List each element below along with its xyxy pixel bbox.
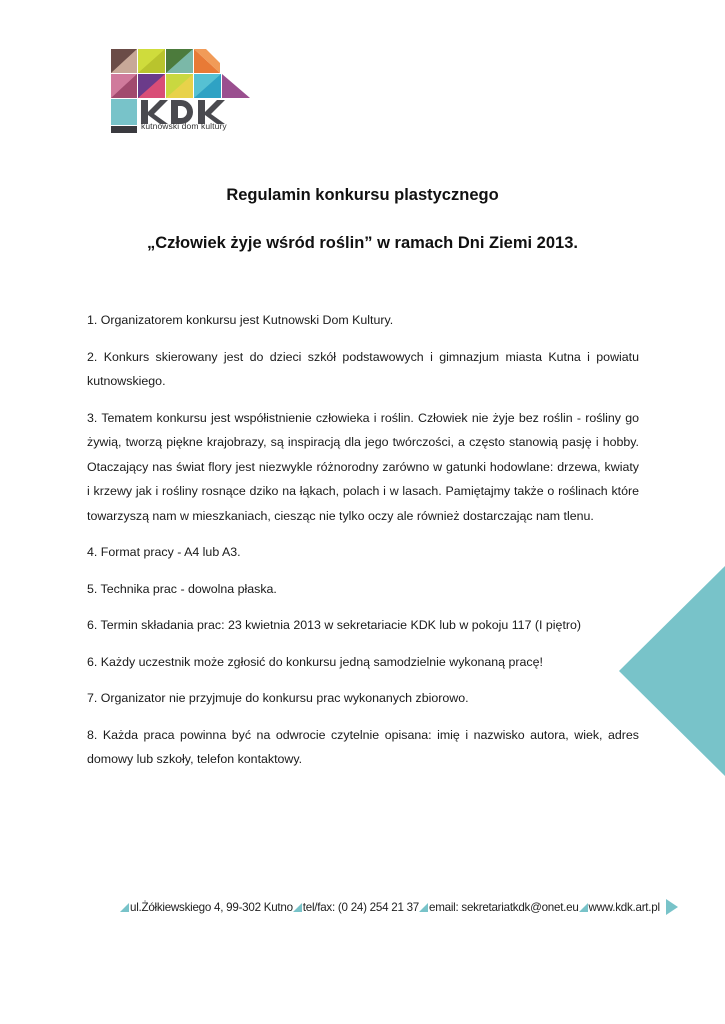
rule-paragraph: 5. Technika prac - dowolna płaska. [87, 581, 277, 596]
triangle-bullet-icon [579, 903, 588, 912]
logo-caption: kutnowski dom kultury [141, 121, 227, 131]
footer-phone: tel/fax: (0 24) 254 21 37 [302, 900, 420, 914]
rule-paragraph: 3. Tematem konkursu jest współistnienie człowieka i roślin. Człowiek nie żyje bez roślin - rośliny go żywią, tworzą piękne krajobrazy, są inspiracją dla jego twórczości, a często stanowią pasję i hobby. Otaczający nas świat flory jest niezwykle różnorodny zarówno w gatunki hodowlane: drzewa, kwiaty i krzewy jak i rośliny rosnące dziko na łąkach, polach i w lasach. Pamiętajmy także o roślinach które towarzyszą nam w mieszkaniach, ciesząc nie tylko oczy ale również dostarczając nam tlenu. [87, 410, 639, 523]
rule-paragraph: 4. Format pracy - A4 lub A3. [87, 545, 241, 559]
document-subtitle: „Człowiek żyje wśród roślin” w ramach Dni Ziemi 2013. [147, 234, 578, 252]
triangle-bullet-icon [293, 903, 302, 912]
rule-paragraph: 8. Każda praca powinna być na odwrocie czytelnie opisana: imię i nazwisko autora, wiek, adres domowy lub szkoły, telefon kontaktowy. [87, 727, 639, 766]
rule-paragraph: 1. Organizatorem konkursu jest Kutnowski Dom Kultury. [87, 313, 394, 327]
triangle-end-icon [666, 899, 678, 915]
regulations-body [87, 308, 639, 784]
rule-paragraph: 2. Konkurs skierowany jest do dzieci szkół podstawowych i gimnazjum miasta Kutna i powiatu kutnowskiego. [87, 349, 639, 388]
triangle-bullet-icon [120, 903, 129, 912]
rule-paragraph: 6. Każdy uczestnik może zgłosić do konkursu jedną samodzielnie wykonaną pracę! [87, 654, 543, 669]
rule-paragraph: 6. Termin składania prac: 23 kwietnia 2013 w sekretariacie KDK lub w pokoju 117 (I piętro) [87, 618, 582, 632]
footer-website[interactable]: www.kdk.art.pl [588, 900, 660, 914]
contact-footer [120, 897, 690, 917]
rule-paragraph: 7. Organizator nie przyjmuje do konkursu prac wykonanych zbiorowo. [87, 691, 469, 705]
footer-address: ul.Żółkiewskiego 4, 99-302 Kutno [130, 900, 293, 914]
document-title: Regulamin konkursu plastycznego [226, 186, 499, 204]
decorative-teal-triangle [619, 566, 725, 776]
footer-email: email: sekretariatkdk@onet.eu [429, 900, 579, 914]
triangle-bullet-icon [419, 903, 428, 912]
